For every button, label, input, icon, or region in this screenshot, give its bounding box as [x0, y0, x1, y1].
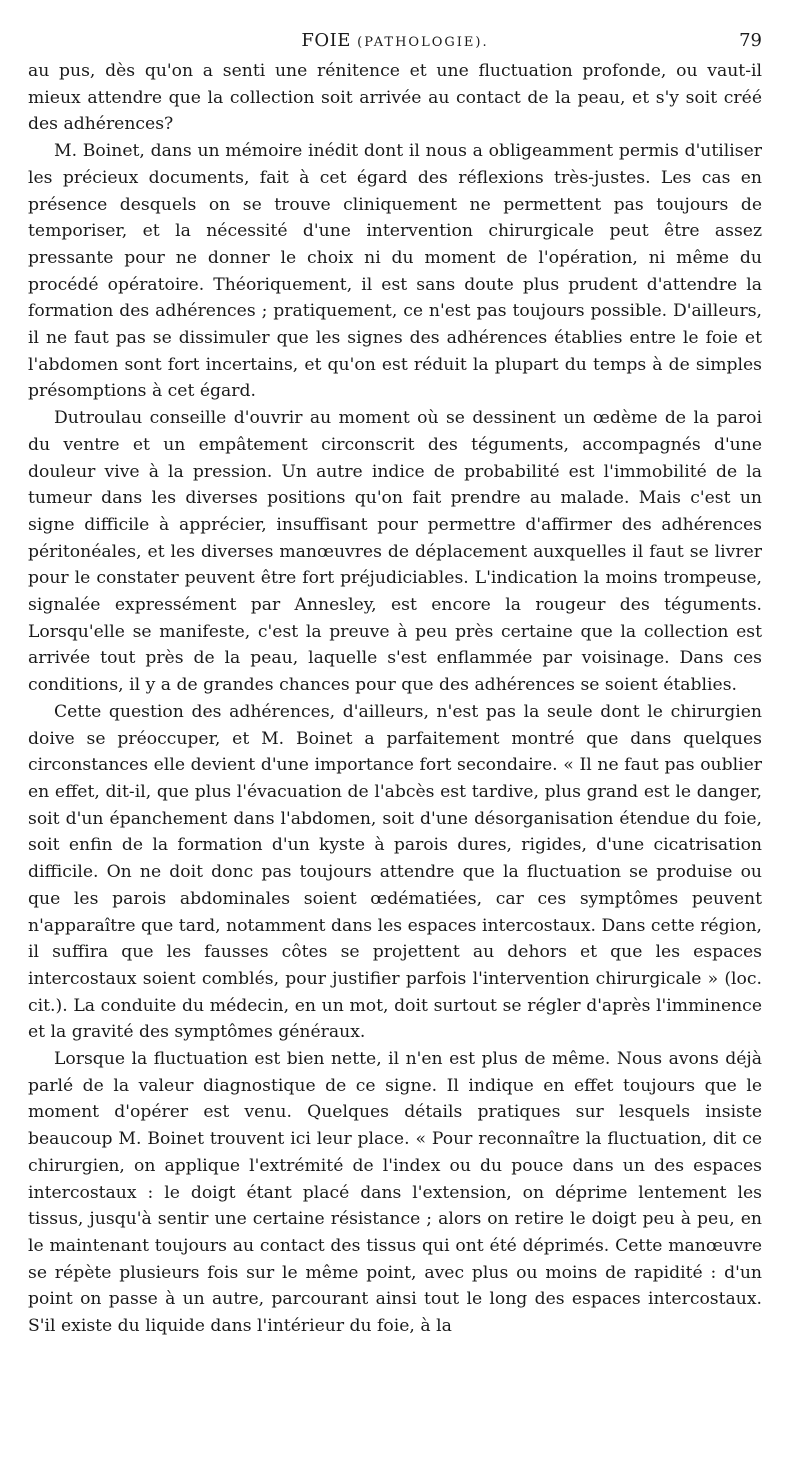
- running-title-main: FOIE: [301, 30, 351, 51]
- running-head: [28, 30, 762, 58]
- body-text: [28, 58, 762, 1340]
- paragraph-1: au pus, dès qu'on a senti une rénitence et une fluctuation profonde, ou vaut-il mieux attendre que la collection soit arrivée au contact de la peau, et s'y soit créé des adhérences?: [28, 61, 762, 135]
- paragraph-3: Dutroulau conseille d'ouvrir au moment où se dessinent un œdème de la paroi du ventre et un empâtement circonscrit des téguments, accompagnés d'une douleur vive à la pression. Un autre indice de probabilité est l'immobilité de la tumeur dans les diverses positions qu'on fait prendre au malade. Mais c'est un signe difficile à apprécier, insuffisant pour permettre d'affirmer des adhérences péritonéales, et les diverses manœuvres de déplacement auxquelles il faut se livrer pour le constater peuvent être fort préjudiciables. L'indication la moins trompeuse, signalée expressément par Annesley, est encore la rougeur des téguments. Lorsqu'elle se manifeste, c'est la preuve à peu près certaine que la collection est arrivée tout près de la peau, laquelle s'est enflammée par voisinage. Dans ces conditions, il y a de grandes chances pour que des adhérences se soient établies.: [28, 408, 762, 696]
- running-title-sub: (PATHOLOGIE).: [357, 35, 489, 50]
- paragraph-4: Cette question des adhérences, d'ailleurs, n'est pas la seule dont le chirurgien doive se préoccuper, et M. Boinet a parfaitement montré que dans quelques circonstances elle devient d'une importance fort secondaire. « Il ne faut pas oublier en effet, dit-il, que plus l'évacuation de l'abcès est tardive, plus grand est le danger, soit d'un épanchement dans l'abdomen, soit d'une désorganisation étendue du foie, soit enfin de la formation d'un kyste à parois dures, rigides, d'une cicatrisation difficile. On ne doit donc pas toujours attendre que la fluctuation se produise ou que les parois abdominales soient œdématiées, car ces symptômes peuvent n'apparaître que tard, notamment dans les espaces intercostaux. Dans cette région, il suffira que les fausses côtes se projettent au dehors et que les espaces intercostaux soient comblés, pour justifier parfois l'intervention chirurgicale » (loc. cit.). La conduite du médecin, en un mot, doit surtout se régler d'après l'imminence et la gravité des symptômes généraux.: [28, 701, 762, 1043]
- page-number: 79: [739, 30, 762, 51]
- running-title: [28, 30, 762, 51]
- paragraph-5: Lorsque la fluctuation est bien nette, il n'en est plus de même. Nous avons déjà parlé de la valeur diagnostique de ce signe. Il indique en effet toujours que le moment d'opérer est venu. Quelques détails pratiques sur lesquels insiste beaucoup M. Boinet trouvent ici leur place. « Pour reconnaître la fluctuation, dit ce chirurgien, on applique l'extrémité de l'index ou du pouce dans un des espaces intercostaux : le doigt étant placé dans l'extension, on déprime lentement les tissus, jusqu'à sentir une certaine résistance ; alors on retire le doigt peu à peu, en le maintenant toujours au contact des tissus qui ont été déprimés. Cette manœuvre se répète plusieurs fois sur le même point, avec plus ou moins de rapidité : d'un point on passe à un autre, parcourant ainsi tout le long des espaces intercostaux. S'il existe du liquide dans l'intérieur du foie, à la: [28, 1049, 762, 1337]
- paragraph-2: M. Boinet, dans un mémoire inédit dont il nous a obligeamment permis d'utiliser les précieux documents, fait à cet égard des réflexions très-justes. Les cas en présence desquels on se trouve cliniquement ne permettent pas toujours de temporiser, et la nécessité d'une intervention chirurgicale peut être assez pressante pour ne donner le choix ni du moment de l'opération, ni même du procédé opératoire. Théoriquement, il est sans doute plus prudent d'attendre la formation des adhérences ; pratiquement, ce n'est pas toujours possible. D'ailleurs, il ne faut pas se dissimuler que les signes des adhérences établies entre le foie et l'abdomen sont fort incertains, et qu'on est réduit la plupart du temps à de simples présomptions à cet égard.: [28, 141, 762, 402]
